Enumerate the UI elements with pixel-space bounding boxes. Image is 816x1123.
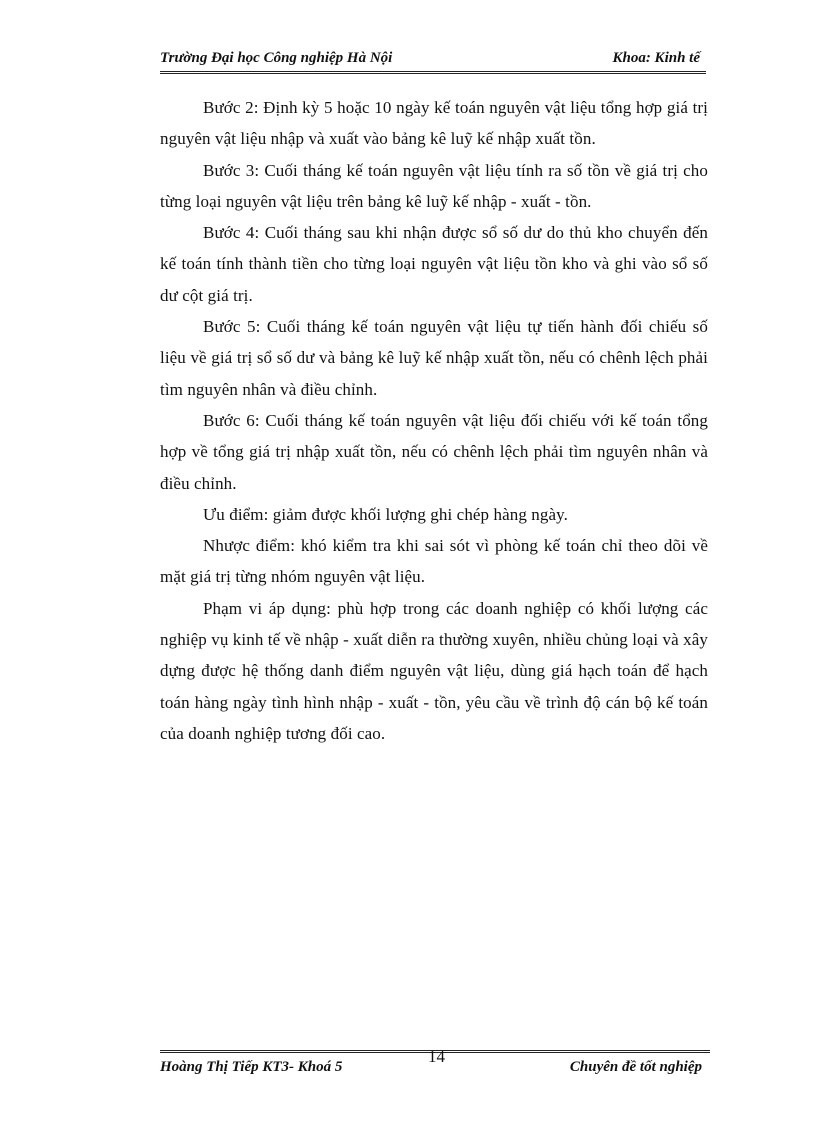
paragraph-step-3: Bước 3: Cuối tháng kế toán nguyên vật liệu tính ra số tồn về giá trị cho từng loại nguyên vật liệu trên bảng kê luỹ kế nhập - xuất - tồn. — [160, 160, 708, 211]
paragraph-step-6: Bước 6: Cuối tháng kế toán nguyên vật liệu đối chiếu với kế toán tổng hợp về tổng giá trị nhập xuất tồn, nếu có chênh lệch phải tìm nguyên nhân và điều chỉnh. — [160, 410, 708, 493]
page-footer — [160, 1047, 710, 1083]
paragraph-disadvantages: Nhược điểm: khó kiểm tra khi sai sót vì phòng kế toán chỉ theo dõi về mặt giá trị từng nhóm nguyên vật liệu. — [160, 536, 708, 587]
paragraph-step-4: Bước 4: Cuối tháng sau khi nhận được sổ số dư do thủ kho chuyển đến kế toán tính thành tiền cho từng loại nguyên vật liệu tồn kho và ghi vào sổ số dư cột giá trị. — [160, 223, 708, 305]
header-school: Trường Đại học Công nghiệp Hà Nội — [160, 50, 393, 66]
header-faculty: Khoa: Kinh tế — [612, 50, 700, 66]
document-body — [160, 92, 708, 749]
paragraph-scope: Phạm vi áp dụng: phù hợp trong các doanh nghiệp có khối lượng các nghiệp vụ kinh tế về nhập - xuất diễn ra thường xuyên, nhiều chủng loại và xây dựng được hệ thống danh điểm nguyên vật liệu, dùng giá hạch toán để hạch toán hàng ngày tình hình nhập - xuất - tồn, yêu cầu về trình độ cán bộ kế toán của doanh nghiệp tương đối cao. — [160, 598, 708, 743]
paragraph-step-2: Bước 2: Định kỳ 5 hoặc 10 ngày kế toán nguyên vật liệu tổng hợp giá trị nguyên vật liệu nhập và xuất vào bảng kê luỹ kế nhập xuất tồn. — [160, 98, 708, 149]
footer-doc-type: Chuyên đề tốt nghiệp — [569, 1059, 702, 1075]
footer-author: Hoàng Thị Tiếp KT3- Khoá 5 — [160, 1059, 343, 1075]
page-header — [160, 47, 706, 74]
paragraph-advantages: Ưu điểm: giảm được khối lượng ghi chép hàng ngày. — [203, 504, 568, 524]
page-number: 14 — [428, 1047, 445, 1066]
paragraph-step-5: Bước 5: Cuối tháng kế toán nguyên vật liệu tự tiến hành đối chiếu số liệu về giá trị sổ số dư và bảng kê luỹ kế nhập xuất tồn, nếu có chênh lệch phải tìm nguyên nhân và điều chỉnh. — [160, 317, 708, 399]
